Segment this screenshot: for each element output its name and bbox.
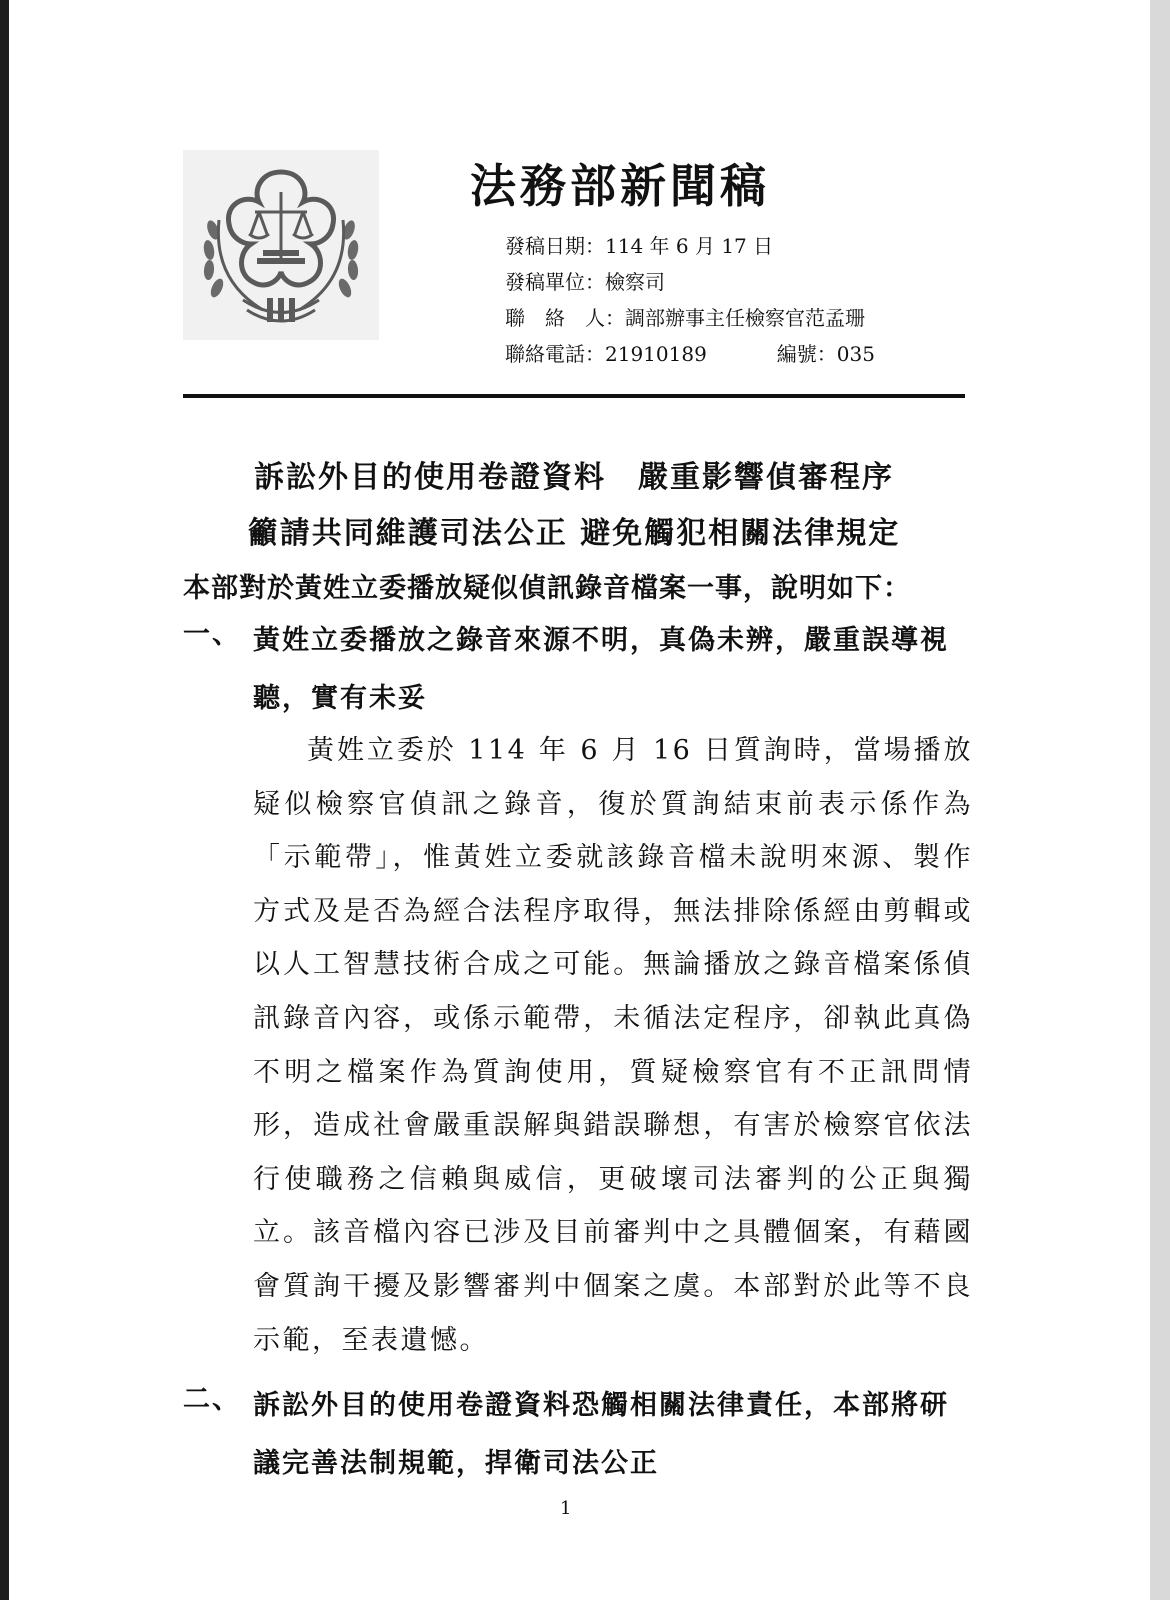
- release-date: 發稿日期：114 年 6 月 17 日: [505, 234, 774, 258]
- section-1-heading: 黃姓立委播放之錄音來源不明，真偽未辨，嚴重誤導視聽，實有未妥: [253, 625, 949, 714]
- section-2-heading: 訴訟外目的使用卷證資料恐觸相關法律責任，本部將研議完善法制規範，捍衛司法公正: [253, 1390, 949, 1479]
- release-unit: 發稿單位：檢察司: [505, 270, 665, 294]
- press-release-title: 法務部新聞稿: [470, 159, 770, 213]
- left-page-edge: [0, 0, 9, 1600]
- release-contact: 聯 絡 人：調部辦事主任檢察官范孟珊: [505, 306, 865, 330]
- intro-statement: 本部對於黃姓立委播放疑似偵訊錄音檔案一事，說明如下：: [183, 573, 911, 604]
- section-1-number: 一、: [183, 619, 241, 650]
- ministry-emblem: [183, 150, 379, 340]
- release-number: 編號：035: [776, 342, 875, 366]
- release-metadata: [505, 228, 875, 372]
- section-2-number: 二、: [183, 1384, 241, 1415]
- release-phone: 聯絡電話：21910189: [505, 342, 707, 366]
- header-divider: [183, 394, 965, 398]
- right-page-edge: [1150, 0, 1170, 1600]
- headline-line-1: 訴訟外目的使用卷證資料 嚴重影響偵審程序: [254, 460, 894, 495]
- ministry-emblem-icon: [183, 150, 379, 340]
- section-1-paragraph: 黃姓立委於 114 年 6 月 16 日質詢時，當場播放疑似檢察官偵訊之錄音，復於質詢結束前表示係作為「示範帶」，惟黃姓立委就該錄音檔未說明來源、製作方式及是否為經合法程序取得，無法排除係經由剪輯或以人工智慧技術合成之可能。無論播放之錄音檔案係偵訊錄音內容，或係示範帶，未循法定程序，卻執此真偽不明之檔案作為質詢使用，質疑檢察官有不正訊問情形，造成社會嚴重誤解與錯誤聯想，有害於檢察官依法行使職務之信賴與威信，更破壞司法審判的公正與獨立。該音檔內容已涉及目前審判中之具體個案，有藉國會質詢干擾及影響審判中個案之虞。本部對於此等不良示範，至表遺憾。: [253, 735, 973, 1356]
- headline-line-2: 籲請共同維護司法公正 避免觸犯相關法律規定: [247, 516, 901, 551]
- release-phone-row: [505, 336, 875, 372]
- page-number: 1: [560, 1498, 572, 1519]
